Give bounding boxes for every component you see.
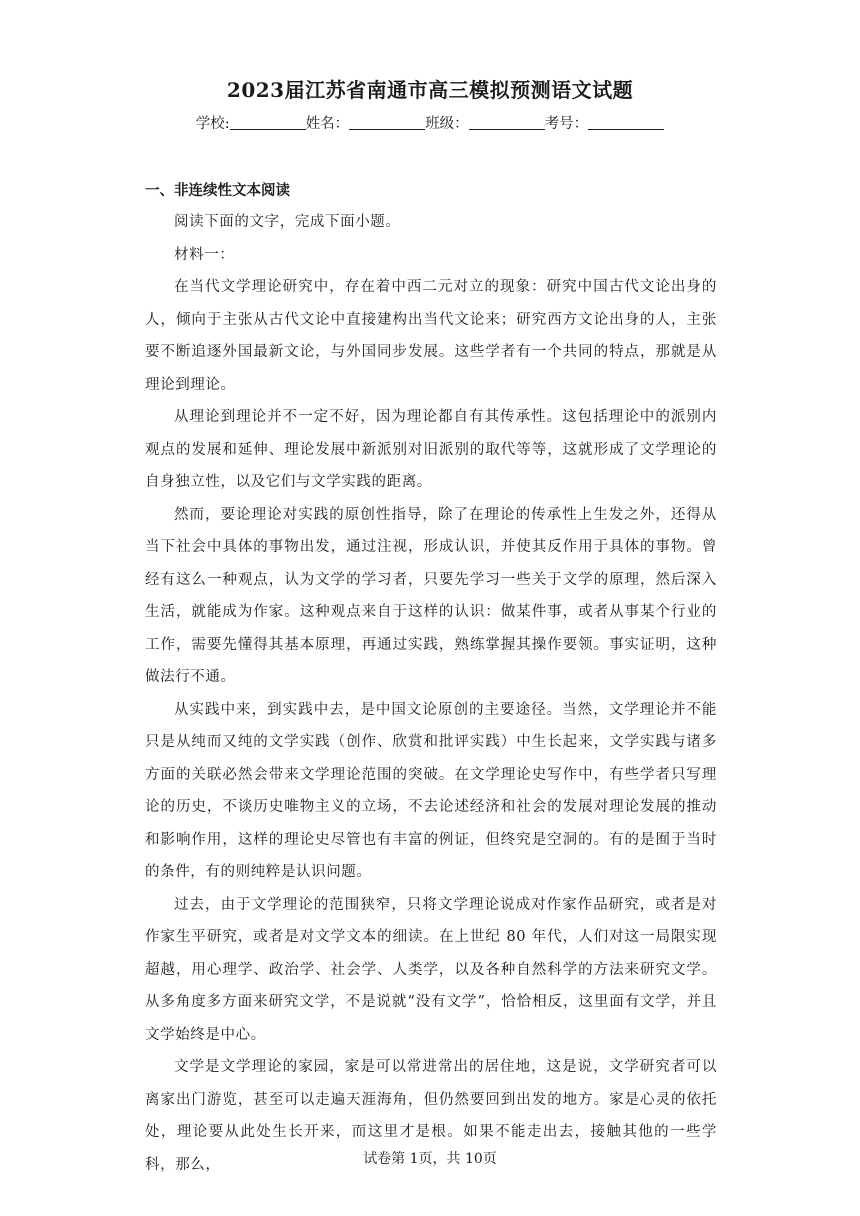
passage-paragraph: 在当代文学理论研究中，存在着中西二元对立的现象：研究中国古代文论出身的人，倾向于主张从古代文论中直接建构出当代文论来；研究西方文论出身的人，主张要不断追逐外国最新文论，与外国同步发展。这些学者有一个共同的特点，那就是从理论到理论。	[145, 279, 717, 393]
reading-passage	[145, 206, 717, 1181]
page-footer: 试卷第 1页，共 10页	[363, 1151, 497, 1167]
name-blank[interactable]	[349, 115, 425, 130]
class-blank[interactable]	[469, 115, 545, 130]
name-label: 姓名：	[305, 116, 350, 132]
class-label: 班级：	[425, 116, 469, 132]
school-label: 学校:	[195, 116, 230, 132]
passage-paragraph: 从理论到理论并不一定不好，因为理论都自有其传承性。这包括理论中的派别内观点的发展和延伸、理论发展中新派别对旧派别的取代等等，这就形成了文学理论的自身独立性，以及它们与文学实践的距离。	[145, 409, 717, 490]
exam-number-blank[interactable]	[588, 115, 664, 130]
exam-title: 2023届江苏省南通市高三模拟预测语文试题	[226, 78, 634, 102]
material-label: 材料一：	[174, 246, 235, 263]
passage-paragraph: 过去，由于文学理论的范围狭窄，只将文学理论说成对作家作品研究，或者是对作家生平研究，或者是对文学文本的细读。在上世纪 80 年代，人们对这一局限实现超越，用心理学、政治学、社会学、人类学，以及各种自然科学的方法来研究文学。从多角度多方面来研究文学，不是说就“没有文学”，恰恰相反，这里面有文学，并且文学始终是中心。	[145, 896, 717, 1043]
student-info-line	[0, 112, 860, 133]
passage-paragraph: 文学是文学理论的家园，家是可以常进常出的居住地，这是说，文学研究者可以离家出门游览，甚至可以走遍天涯海角，但仍然要回到出发的地方。家是心灵的依托处，理论要从此处生长开来，而这里才是根。如果不能走出去，接触其他的一些学科，那么，	[145, 1059, 717, 1173]
school-blank[interactable]	[230, 115, 306, 130]
exam-number-label: 考号：	[544, 116, 589, 132]
passage-paragraph: 然而，要论理论对实践的原创性指导，除了在理论的传承性上生发之外，还得从当下社会中具体的事物出发，通过注视，形成认识，并使其反作用于具体的事物。曾经有这么一种观点，认为文学的学习者，只要先学习一些关于文学的原理，然后深入生活，就能成为作家。这种观点来自于这样的认识：做某件事，或者从事某个行业的工作，需要先懂得其基本原理，再通过实践，熟练掌握其操作要领。事实证明，这种做法行不通。	[145, 506, 717, 685]
instruction-text: 阅读下面的文字，完成下面小题。	[174, 214, 401, 230]
section-heading: 一、非连续性文本阅读	[145, 182, 290, 199]
passage-paragraph: 从实践中来，到实践中去，是中国文论原创的主要途径。当然，文学理论并不能只是从纯而又纯的文学实践（创作、欣赏和批评实践）中生长起来，文学实践与诸多方面的关联必然会带来文学理论范围的突破。在文学理论史写作中，有些学者只写理论的历史，不谈历史唯物主义的立场，不去论述经济和社会的发展对理论发展的推动和影响作用，这样的理论史尽管也有丰富的例证，但终究是空洞的。有的是囿于当时的条件，有的则纯粹是认识问题。	[145, 701, 717, 880]
